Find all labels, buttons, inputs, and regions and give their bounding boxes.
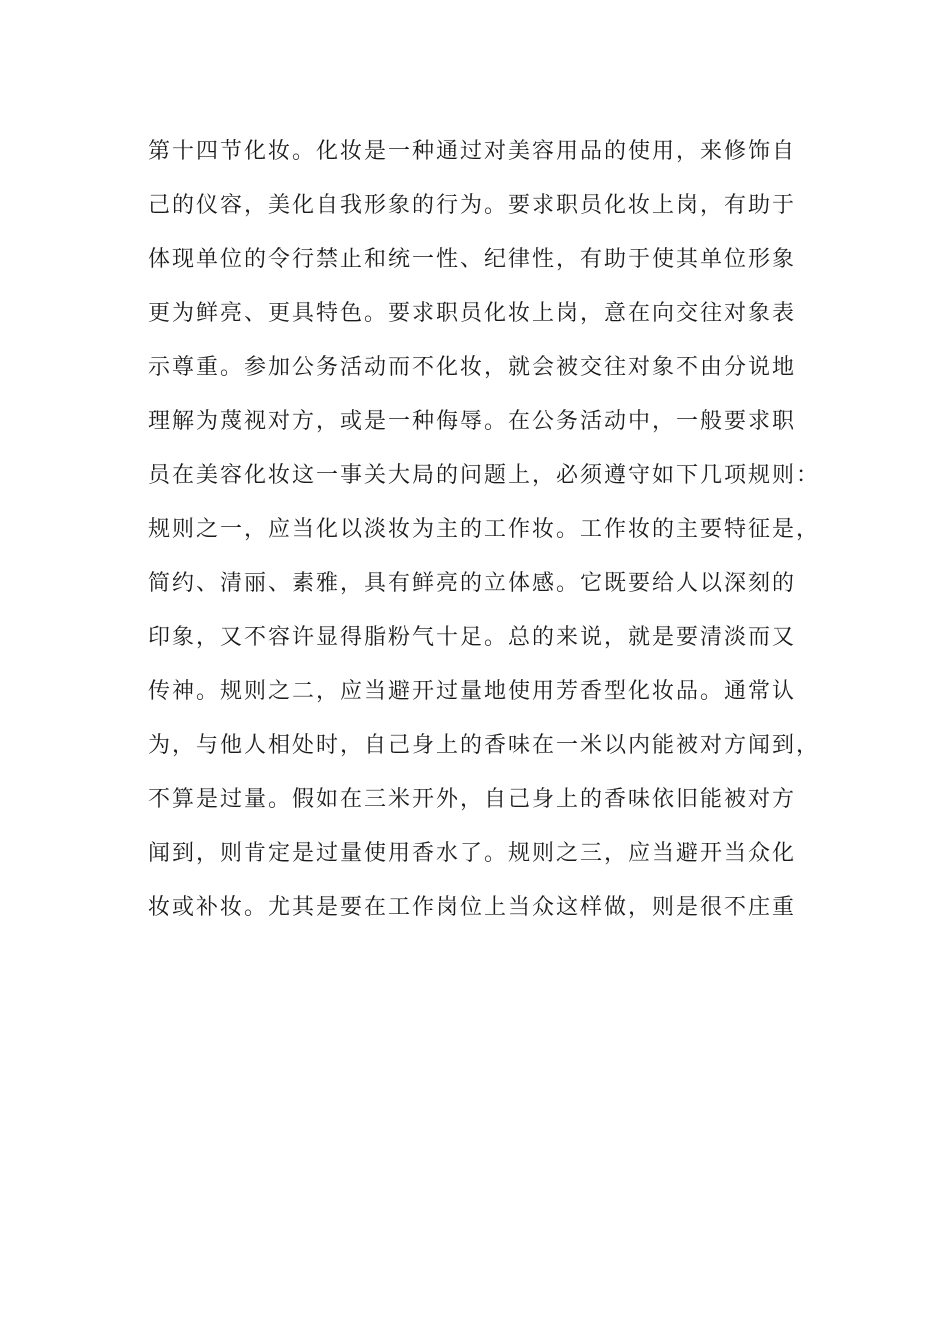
text-line: 不算是过量。假如在三米开外，自己身上的香味依旧能被对方: [148, 787, 797, 812]
text-line: 员在美容化妆这一事关大局的问题上，必须遵守如下几项规则：: [148, 463, 821, 488]
body-text: [148, 131, 821, 941]
text-line: 示尊重。参加公务活动而不化妆，就会被交往对象不由分说地: [148, 355, 797, 380]
text-line: 闻到，则肯定是过量使用香水了。规则之三，应当避开当众化: [148, 841, 797, 866]
text-line: 第十四节化妆。化妆是一种通过对美容用品的使用，来修饰自: [148, 139, 797, 164]
text-line: 传神。规则之二，应当避开过量地使用芳香型化妆品。通常认: [148, 679, 797, 704]
text-line: 印象，又不容许显得脂粉气十足。总的来说，就是要清淡而又: [148, 625, 797, 650]
text-line: 体现单位的令行禁止和统一性、纪律性，有助于使其单位形象: [148, 247, 797, 272]
text-line: 妆或补妆。尤其是要在工作岗位上当众这样做，则是很不庄重: [148, 895, 797, 920]
text-line: 规则之一，应当化以淡妆为主的工作妆。工作妆的主要特征是，: [148, 517, 821, 542]
text-line: 理解为蔑视对方，或是一种侮辱。在公务活动中，一般要求职: [148, 409, 797, 434]
text-line: 为，与他人相处时，自己身上的香味在一米以内能被对方闻到，: [148, 733, 821, 758]
text-line: 己的仪容，美化自我形象的行为。要求职员化妆上岗，有助于: [148, 193, 797, 218]
text-line: 简约、清丽、素雅，具有鲜亮的立体感。它既要给人以深刻的: [148, 571, 797, 596]
text-line: 更为鲜亮、更具特色。要求职员化妆上岗，意在向交往对象表: [148, 301, 797, 326]
